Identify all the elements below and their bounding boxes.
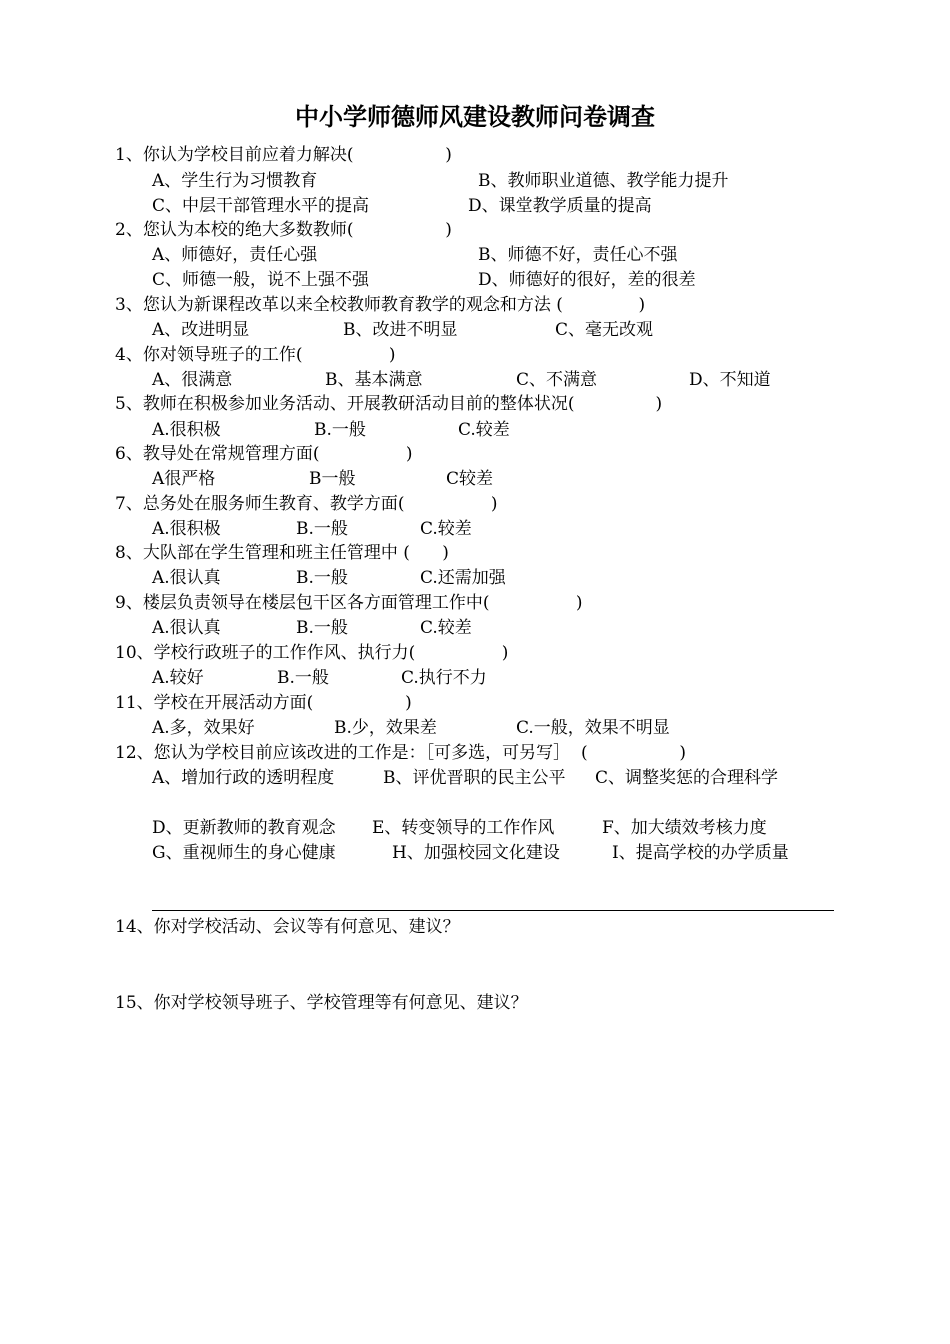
q8-option-b: B.一般 [296, 568, 348, 588]
q8-option-a: A.很认真 [152, 568, 221, 588]
q5-option-b: B.一般 [314, 420, 366, 440]
q4-option-c: C、不满意 [516, 370, 598, 390]
q11-option-a: A.多，效果好 [152, 718, 255, 738]
q11-option-b: B.少，效果差 [334, 718, 437, 738]
question-3: 3、您认为新课程改革以来全校教师教育教学的观念和方法 ( ) [115, 295, 646, 315]
answer-underline [152, 910, 834, 911]
question-14: 14、你对学校活动、会议等有何意见、建议？ [115, 917, 460, 937]
q4-option-b: B、基本满意 [325, 370, 423, 390]
q5-option-c: C.较差 [458, 420, 510, 440]
q3-option-b: B、改进不明显 [343, 320, 458, 340]
q12-option-g: G、重视师生的身心健康 [152, 843, 336, 863]
q8-option-c: C.还需加强 [420, 568, 506, 588]
q4-option-d: D、不知道 [689, 370, 771, 390]
q9-option-c: C.较差 [420, 618, 472, 638]
q12-option-h: H、加强校园文化建设 [392, 843, 560, 863]
q6-option-a: A很严格 [152, 469, 216, 489]
question-5: 5、教师在积极参加业务活动、开展教研活动目前的整体状况( ) [115, 394, 663, 414]
question-4: 4、你对领导班子的工作( ) [115, 345, 396, 365]
q3-option-a: A、改进明显 [152, 320, 250, 340]
question-7: 7、总务处在服务师生教育、教学方面( ) [115, 494, 498, 514]
q12-option-d: D、更新教师的教育观念 [152, 818, 336, 838]
question-6: 6、教导处在常规管理方面( ) [115, 444, 413, 464]
q9-option-b: B.一般 [296, 618, 348, 638]
q10-option-b: B.一般 [277, 668, 329, 688]
q1-option-d: D、课堂教学质量的提高 [468, 196, 652, 216]
q3-option-c: C、毫无改观 [555, 320, 654, 340]
q2-option-a: A、师德好，责任心强 [152, 245, 318, 265]
q9-option-a: A.很认真 [152, 618, 221, 638]
q12-option-f: F、加大绩效考核力度 [602, 818, 767, 838]
question-15: 15、你对学校领导班子、学校管理等有何意见、建议？ [115, 993, 528, 1013]
question-8: 8、大队部在学生管理和班主任管理中 ( ) [115, 543, 449, 563]
q1-option-c: C、中层干部管理水平的提高 [152, 196, 370, 216]
q12-option-i: I、提高学校的办学质量 [612, 843, 789, 863]
q11-option-c: C.一般，效果不明显 [516, 718, 670, 738]
q5-option-a: A.很积极 [152, 420, 221, 440]
q7-option-b: B.一般 [296, 519, 348, 539]
q1-option-a: A、学生行为习惯教育 [152, 171, 318, 191]
q12-option-b: B、评优晋职的民主公平 [383, 768, 566, 788]
question-9: 9、楼层负责领导在楼层包干区各方面管理工作中( ) [115, 593, 583, 613]
q12-option-a: A、增加行政的透明程度 [152, 768, 335, 788]
question-10: 10、学校行政班子的工作作风、执行力( ) [115, 643, 509, 663]
q10-option-a: A.较好 [152, 668, 204, 688]
q6-option-b: B一般 [309, 469, 356, 489]
question-1: 1、你认为学校目前应着力解决( ) [115, 145, 452, 165]
question-2: 2、您认为本校的绝大多数教师( ) [115, 220, 452, 240]
q12-option-c: C、调整奖惩的合理科学 [595, 768, 779, 788]
question-12: 12、您认为学校目前应该改进的工作是：［可多选，可另写］ ( ) [115, 743, 687, 763]
page-title: 中小学师德师风建设教师问卷调查 [295, 103, 655, 131]
q4-option-a: A、很满意 [152, 370, 233, 390]
q7-option-a: A.很积极 [152, 519, 221, 539]
q2-option-c: C、师德一般，说不上强不强 [152, 270, 370, 290]
q7-option-c: C.较差 [420, 519, 472, 539]
q2-option-b: B、师德不好，责任心不强 [478, 245, 678, 265]
q6-option-c: C较差 [446, 469, 494, 489]
question-11: 11、学校在开展活动方面( ) [115, 693, 412, 713]
q1-option-b: B、教师职业道德、教学能力提升 [478, 171, 729, 191]
q10-option-c: C.执行不力 [401, 668, 487, 688]
q12-option-e: E、转变领导的工作作风 [372, 818, 555, 838]
q2-option-d: D、师德好的很好，差的很差 [478, 270, 696, 290]
